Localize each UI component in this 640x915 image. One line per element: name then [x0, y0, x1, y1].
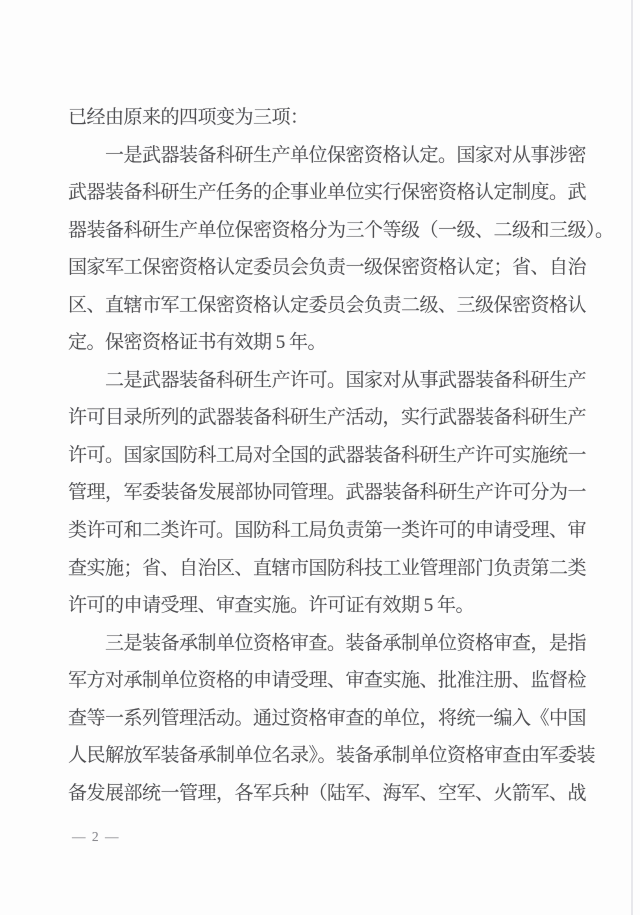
- text-line-p2-1: 二是武器装备科研生产许可。国家对从事武器装备科研生产: [105, 369, 587, 391]
- text-line-p1-5: 区、直辖市军工保密资格认定委员会负责二级、三级保密资格认: [68, 294, 587, 316]
- text-line-p3-1: 三是装备承制单位资格审查。装备承制单位资格审查，是指: [105, 632, 587, 654]
- text-line-p2-6: 查实施；省、自治区、直辖市国防科技工业管理部门负责第二类: [68, 557, 587, 579]
- text-line-p3-3: 查等一系列管理活动。通过资格审查的单位，将统一编入《中国: [68, 707, 587, 729]
- text-line-p1-4: 国家军工保密资格认定委员会负责一级保密资格认定；省、自治: [68, 257, 587, 279]
- text-line-p1-3: 器装备科研生产单位保密资格分为三个等级（一级、二级和三级）。: [68, 219, 614, 241]
- text-line-p1-6: 定。保密资格证书有效期 5 年。: [68, 332, 327, 354]
- document-text-block: [68, 106, 614, 819]
- text-line-p2-3: 许可。国家国防科工局对全国的武器装备科研生产许可实施统一: [68, 444, 587, 466]
- text-line-p1-1: 一是武器装备科研生产单位保密资格认定。国家对从事涉密: [105, 144, 587, 166]
- text-line-intro: 已经由原来的四项变为三项：: [68, 107, 309, 128]
- text-line-p3-4: 人民解放军装备承制单位名录》。装备承制单位资格审查由军委装: [68, 745, 596, 767]
- text-line-p2-2: 许可目录所列的武器装备科研生产活动，实行武器装备科研生产: [68, 407, 587, 429]
- text-line-p1-2: 武器装备科研生产任务的企事业单位实行保密资格认定制度。武: [68, 182, 587, 204]
- page-number: — 2 —: [72, 829, 120, 844]
- text-line-p3-2: 军方对承制单位资格的申请受理、审查实施、批准注册、监督检: [68, 670, 587, 692]
- text-line-p2-7: 许可的申请受理、审查实施。许可证有效期 5 年。: [68, 595, 475, 617]
- text-line-p2-4: 管理，军委装备发展部协同管理。武器装备科研生产许可分为一: [68, 482, 587, 504]
- text-line-p2-5: 类许可和二类许可。国防科工局负责第一类许可的申请受理、审: [68, 520, 587, 542]
- scan-edge-line: [631, 0, 633, 915]
- text-line-p3-5: 备发展部统一管理，各军兵种（陆军、海军、空军、火箭军、战: [68, 782, 587, 804]
